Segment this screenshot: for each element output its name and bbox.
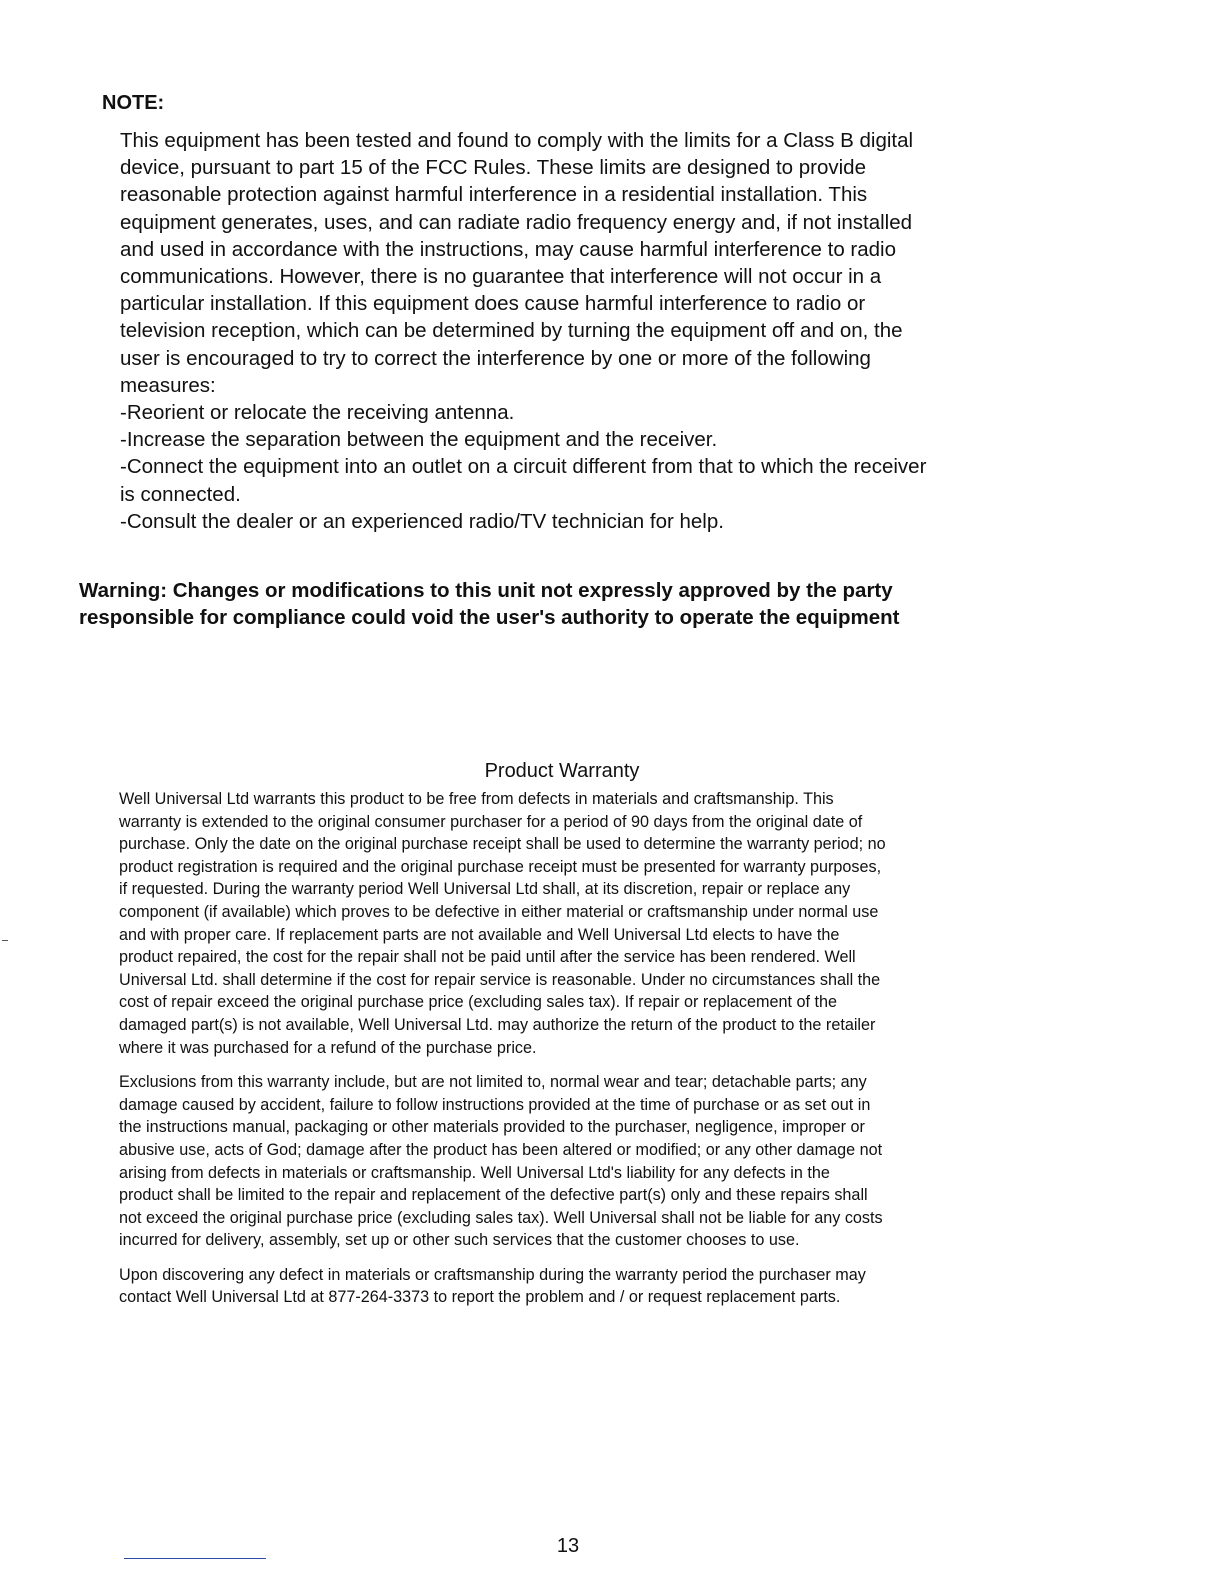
- warranty-body: [119, 788, 1019, 1309]
- note-line: This equipment has been tested and found to comply with the limits for a Class B digital: [120, 129, 914, 152]
- warranty-line: Universal Ltd. shall determine if the cost for repair service is reasonable. Under no circumstances shall the: [119, 970, 881, 989]
- warranty-line: product registration is required and the original purchase receipt must be presented for warranty purposes,: [119, 857, 882, 876]
- note-line: -Increase the separation between the equipment and the receiver.: [120, 428, 718, 452]
- warranty-line: Well Universal Ltd warrants this product to be free from defects in materials and craftsmanship. This: [119, 790, 834, 808]
- note-line: device, pursuant to part 15 of the FCC Rules. These limits are designed to provide: [120, 156, 866, 180]
- warranty-line: Exclusions from this warranty include, but are not limited to, normal wear and tear; detachable parts; any: [119, 1073, 867, 1092]
- note-line: television reception, which can be determined by turning the equipment off and on, the: [120, 319, 903, 343]
- note-line: -Connect the equipment into an outlet on a circuit different from that to which the receiver: [120, 455, 927, 479]
- warranty-line: cost of repair exceed the original purchase price (excluding sales tax). If repair or replacement of the: [119, 993, 838, 1012]
- warranty-line: product repaired, the cost for the repair shall not be paid until after the service has been rendered. Well: [119, 948, 856, 967]
- warranty-line: and with proper care. If replacement parts are not available and Well Universal Ltd elects to have the: [119, 925, 840, 944]
- warranty-title: Product Warranty: [484, 760, 640, 782]
- warranty-paragraph-contact: [119, 1264, 1019, 1309]
- page-number: 13: [556, 1535, 580, 1557]
- warning-line: responsible for compliance could void the user's authority to operate the equipment: [79, 606, 900, 629]
- note-line: particular installation. If this equipment does cause harmful interference to radio or: [120, 292, 866, 316]
- warranty-line: incurred for delivery, assembly, set up or other such services that the customer chooses to use.: [119, 1231, 800, 1250]
- warranty-line: component (if available) which proves to be defective in either material or craftsmanship under normal use: [119, 902, 879, 921]
- note-body: [120, 127, 1020, 535]
- note-line: is connected.: [120, 482, 241, 506]
- warranty-line: abusive use, acts of God; damage after the product has been altered or modified; or any other damage not: [119, 1140, 883, 1159]
- note-line: -Reorient or relocate the receiving antenna.: [120, 401, 515, 425]
- warning-line: Warning: Changes or modifications to this unit not expressly approved by the party: [79, 579, 893, 602]
- warranty-line: contact Well Universal Ltd at 877-264-3373 to report the problem and / or request replacement parts.: [119, 1288, 841, 1307]
- warning-statement: [79, 577, 1079, 631]
- warranty-line: damaged part(s) is not available, Well Universal Ltd. may authorize the return of the product to the retailer: [119, 1015, 876, 1034]
- note-line: equipment generates, uses, and can radiate radio frequency energy and, if not installed: [120, 210, 913, 234]
- footer-rule: [124, 1558, 266, 1559]
- note-line: and used in accordance with the instructions, may cause harmful interference to radio: [120, 237, 896, 261]
- warranty-line: where it was purchased for a refund of the purchase price.: [119, 1038, 537, 1057]
- warranty-line: warranty is extended to the original consumer purchaser for a period of 90 days from the original date of: [119, 812, 863, 831]
- warranty-paragraph-exclusions: [119, 1071, 1019, 1252]
- warranty-paragraph-coverage: [119, 788, 1019, 1059]
- note-line: reasonable protection against harmful interference in a residential installation. This: [120, 183, 868, 207]
- warranty-line: not exceed the original purchase price (excluding sales tax). Well Universal shall not be liable for any costs: [119, 1208, 883, 1227]
- note-line: measures:: [120, 373, 216, 397]
- warranty-line: the instructions manual, packaging or other materials provided to the purchaser, negligence, improper or: [119, 1118, 865, 1137]
- warranty-line: product shall be limited to the repair and replacement of the defective part(s) only and these repairs shall: [119, 1186, 868, 1205]
- warranty-line: Upon discovering any defect in materials or craftsmanship during the warranty period the purchaser may: [119, 1265, 866, 1284]
- warranty-line: purchase. Only the date on the original purchase receipt shall be used to determine the warranty period; no: [119, 835, 886, 854]
- note-line: user is encouraged to try to correct the interference by one or more of the following: [120, 346, 871, 370]
- warranty-line: damage caused by accident, failure to follow instructions provided at the time of purchase or as set out in: [119, 1095, 871, 1114]
- note-heading: NOTE:: [102, 92, 165, 114]
- warranty-line: if requested. During the warranty period Well Universal Ltd shall, at its discretion, repair or replace any: [119, 880, 851, 899]
- warranty-line: arising from defects in materials or craftsmanship. Well Universal Ltd's liability for any defects in the: [119, 1163, 830, 1182]
- margin-mark: [2, 940, 8, 941]
- note-line: communications. However, there is no guarantee that interference will not occur in a: [120, 265, 882, 289]
- note-line: -Consult the dealer or an experienced radio/TV technician for help.: [120, 509, 724, 533]
